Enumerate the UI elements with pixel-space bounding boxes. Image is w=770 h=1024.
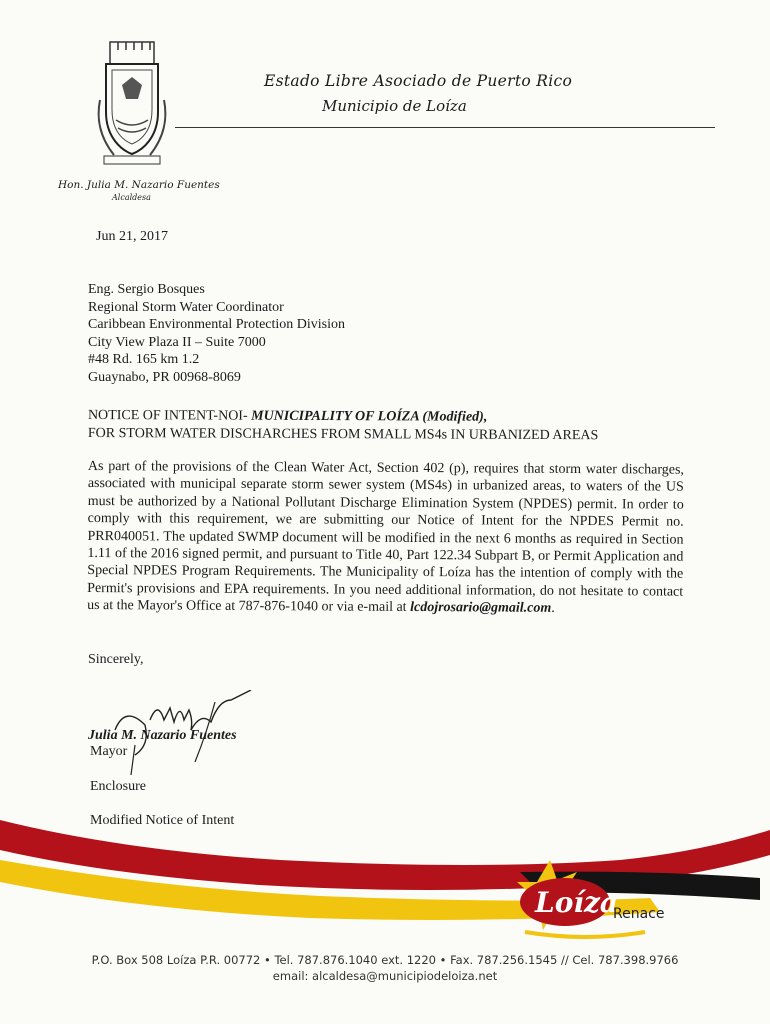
subject-prefix: NOTICE OF INTENT-NOI- <box>87 408 252 424</box>
contact-email: lcdojrosario@gmail.com <box>410 600 552 617</box>
body-text: As part of the provisions of the Clean Water Act, Section 402 (p), requires that storm water discharges, associated with municipal separate storm sewer system (MS4s) in urbanized areas, to waters of the US must be authorized by a National Pollutant Discharge Elimination System (NPDES) permit. In order to comply with this requirement, we are submitting our Notice of Intent for the NPDES Permit no. PRR040051. The updated SWMP document will be modified in the next 6 months as required in Section 1.11 of the 2016 signed permit, and pursuant to Title 40, Part 122.34 Subpart B, or Permit Application and Special NPDES Program Requirements. The Municipality of Loíza has the intention of comply with the Permit's provisions and EPA requirements. In you need additional information, do not hesitate to contact us at the Mayor's Office at 787-876-1040 or via e-mail at <box>87 458 684 616</box>
letterhead-divider <box>175 127 715 128</box>
footer-contact: P.O. Box 508 Loíza P.R. 00772 • Tel. 787.876.1040 ext. 1220 • Fax. 787.256.1545 // Cel. 787.398.9766 <box>91 953 679 967</box>
letterhead-municipality: Municipio de Loíza <box>322 97 467 115</box>
signature-name: Julia M. Nazario Fuentes <box>88 728 237 743</box>
subject-line <box>88 407 688 445</box>
letterhead-signatory-name: Hon. Julia M. Nazario Fuentes <box>58 179 220 191</box>
letter-date: Jun 21, 2017 <box>96 229 168 244</box>
letter-body <box>87 458 684 618</box>
recipient-line: Caribbean Environmental Protection Division <box>88 317 346 332</box>
signature-title: Mayor <box>90 744 128 759</box>
subject-line2: FOR STORM WATER DISCHARCHES FROM SMALL MS4s IN URBANIZED AREAS <box>87 425 599 443</box>
letterhead-signatory-title: Alcaldesa <box>112 193 151 202</box>
closing: Sincerely, <box>88 652 144 667</box>
logo-tagline: Renace <box>613 906 665 922</box>
recipient-line: Guaynabo, PR 00968-8069 <box>88 369 241 385</box>
enclosure-item: Modified Notice of Intent <box>90 813 235 828</box>
recipient-line: City View Plaza II – Suite 7000 <box>88 334 266 350</box>
body-end: . <box>551 601 555 617</box>
enclosure-label: Enclosure <box>90 779 146 794</box>
recipient-line: #48 Rd. 165 km 1.2 <box>88 352 200 367</box>
recipient-address <box>88 281 345 386</box>
recipient-line: Eng. Sergio Bosques <box>88 282 205 297</box>
recipient-line: Regional Storm Water Coordinator <box>88 299 284 315</box>
footer-email: email: alcaldesa@municipiodeloiza.net <box>272 969 498 983</box>
loiza-renace-logo <box>505 850 675 950</box>
subject-municipality: MUNICIPALITY OF LOÍZA (Modified), <box>251 408 488 425</box>
letterhead-government: Estado Libre Asociado de Puerto Rico <box>264 72 573 90</box>
logo-word: Loíza <box>535 886 619 919</box>
municipal-crest-icon <box>92 40 172 175</box>
